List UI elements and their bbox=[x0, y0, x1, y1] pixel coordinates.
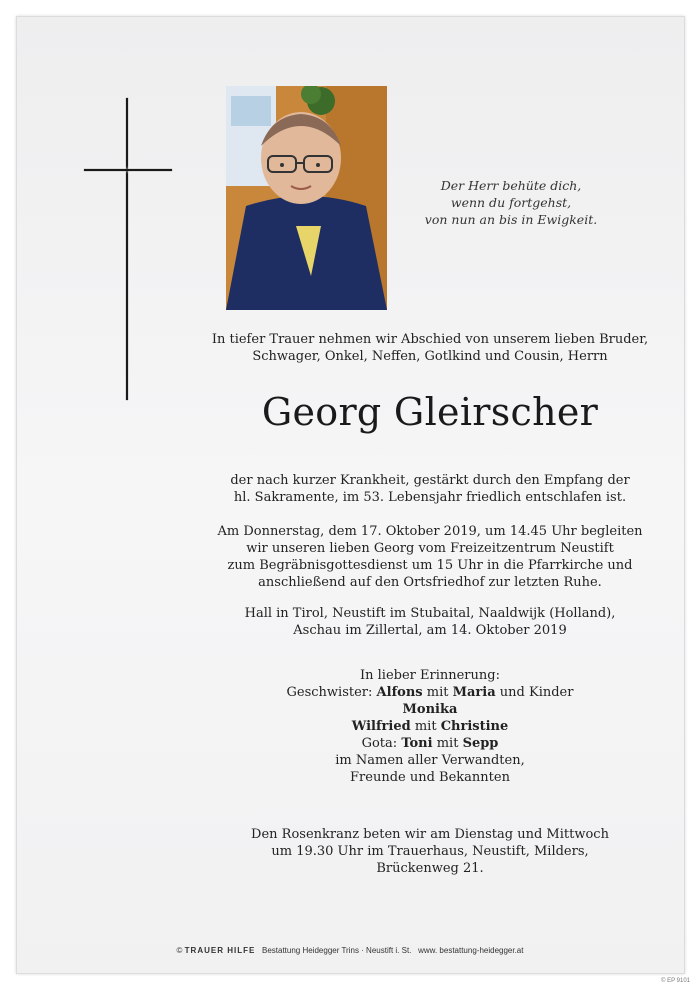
intro-line: In tiefer Trauer nehmen wir Abschied von unserem lieben Bruder, bbox=[211, 332, 649, 347]
relatives-line: im Namen aller Verwandten, bbox=[335, 753, 525, 768]
sibling2-line: Wilfried mit Christine bbox=[351, 719, 509, 734]
funeral-line: wir unseren lieben Georg vom Freizeitzentrum Neustift bbox=[246, 541, 614, 556]
trauerhilfe-logo: TRAUER HILFE bbox=[184, 946, 256, 955]
bible-verse bbox=[400, 177, 622, 228]
funeral-line: zum Begräbnisgottesdienst um 15 Uhr in die Pfarrkirche und bbox=[227, 558, 633, 573]
footer-url[interactable]: www. bestattung-heidegger.at bbox=[418, 946, 524, 955]
deceased-name: Georg Gleirscher bbox=[261, 390, 599, 434]
place-line: Hall in Tirol, Neustift im Stubaital, Naaldwijk (Holland), bbox=[244, 606, 616, 621]
verse-line: Der Herr behüte dich, bbox=[440, 178, 582, 193]
verse-line: wenn du fortgehst, bbox=[450, 195, 572, 210]
memory-section bbox=[195, 667, 665, 786]
verse-line: von nun an bis in Ewigkeit. bbox=[424, 212, 598, 227]
rosary-line: Den Rosenkranz beten wir am Dienstag und Mittwoch bbox=[251, 827, 609, 842]
child-line: Monika bbox=[402, 702, 458, 717]
friends-line: Freunde und Bekannten bbox=[350, 770, 510, 785]
funeral-text bbox=[195, 523, 665, 591]
intro-line: Schwager, Onkel, Neffen, Gotlkind und Cousin, Herrn bbox=[252, 349, 608, 364]
death-text bbox=[195, 472, 665, 506]
rosary-text bbox=[195, 826, 665, 877]
print-code: © EP 9101 bbox=[661, 978, 690, 984]
funeral-line: anschließend auf den Ortsfriedhof zur letzten Ruhe. bbox=[258, 575, 602, 590]
rosary-line: Brückenweg 21. bbox=[376, 861, 484, 876]
gota-line: Gota: Toni mit Sepp bbox=[361, 736, 499, 751]
intro-text bbox=[195, 331, 665, 365]
funeral-line: Am Donnerstag, dem 17. Oktober 2019, um 14.45 Uhr begleiten bbox=[217, 524, 643, 539]
place-line: Aschau im Zillertal, am 14. Oktober 2019 bbox=[293, 623, 567, 638]
memory-heading: In lieber Erinnerung: bbox=[360, 668, 500, 683]
death-line: hl. Sakramente, im 53. Lebensjahr friedlich entschlafen ist. bbox=[233, 490, 627, 505]
footer: © TRAUER HILFE Bestattung Heidegger Trins · Neustift i. St. www. bestattung-heidegger.at bbox=[176, 946, 524, 955]
death-line: der nach kurzer Krankheit, gestärkt durch den Empfang der bbox=[230, 473, 630, 488]
portrait-photo bbox=[226, 86, 387, 310]
siblings-line: Geschwister: Alfons mit Maria und Kinder bbox=[286, 685, 574, 700]
place-date bbox=[195, 605, 665, 639]
rosary-line: um 19.30 Uhr im Trauerhaus, Neustift, Milders, bbox=[271, 844, 589, 859]
